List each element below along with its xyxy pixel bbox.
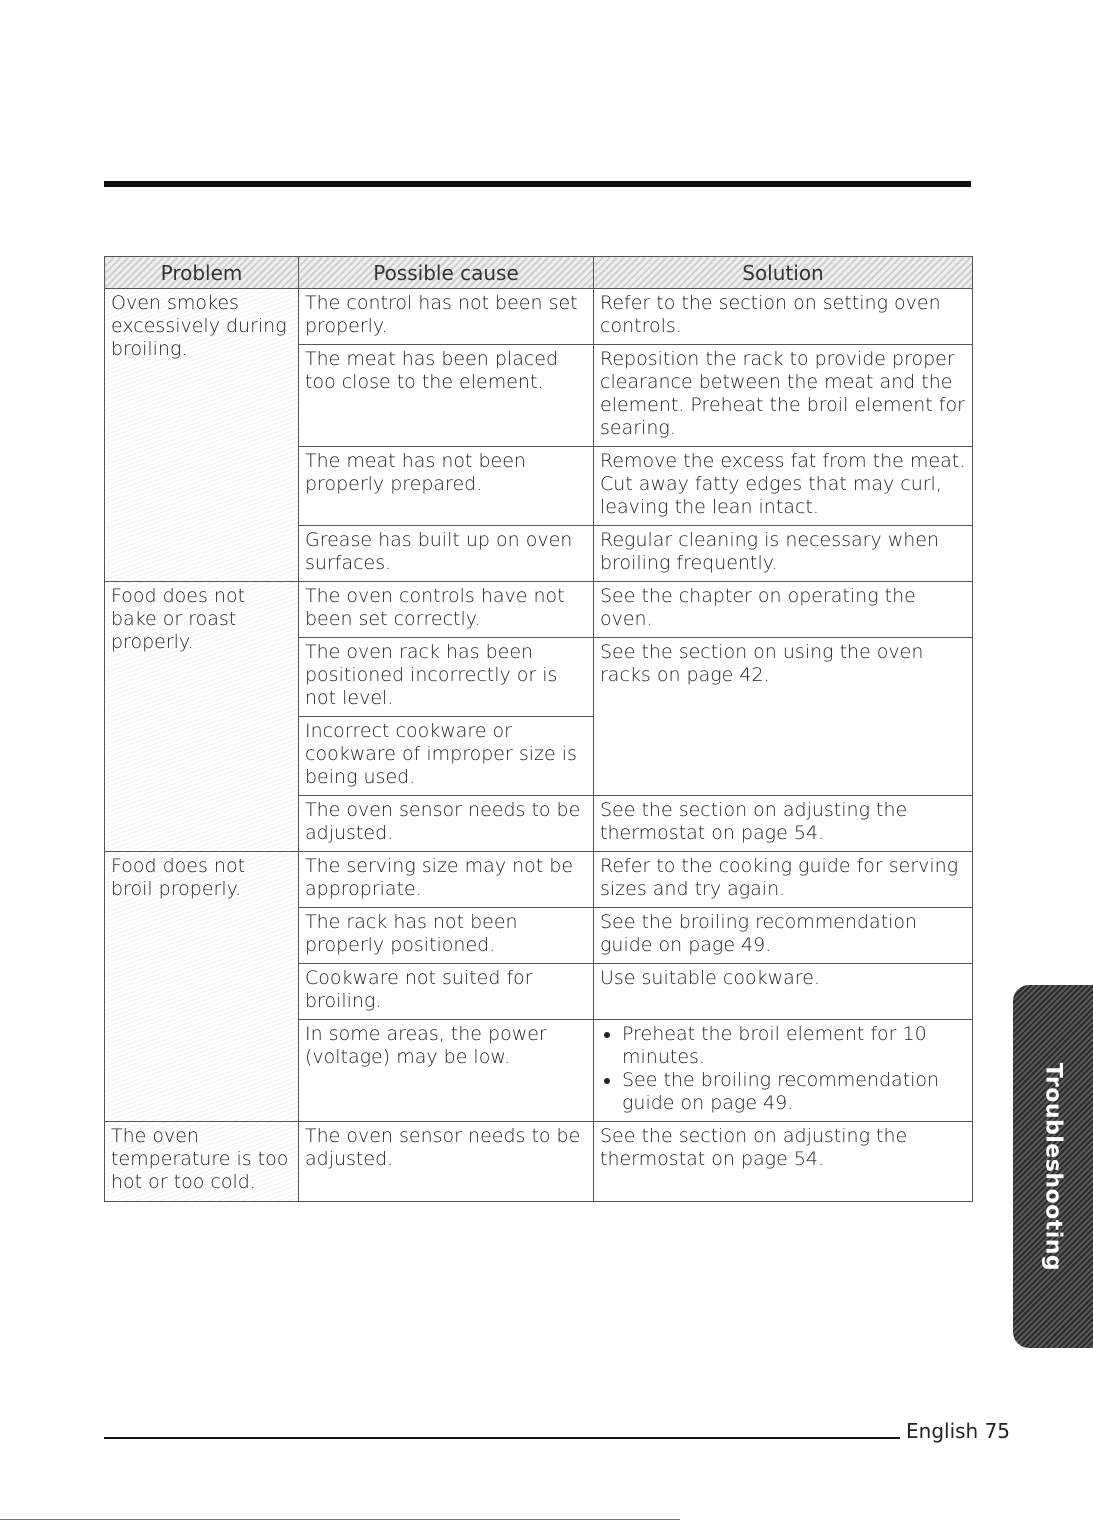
cause-cell: The serving size may not be appropriate. xyxy=(299,852,594,908)
cause-cell: Grease has built up on oven surfaces. xyxy=(299,526,594,582)
problem-cell: Oven smokes excessively during broiling. xyxy=(105,289,299,582)
table-row xyxy=(105,582,973,638)
table-row xyxy=(105,852,973,908)
solution-bullet: • Preheat the broil element for 10 minutes. xyxy=(622,1023,966,1069)
cause-cell: Cookware not suited for broiling. xyxy=(299,964,594,1020)
cause-cell: In some areas, the power (voltage) may be low. xyxy=(299,1020,594,1122)
header-rule xyxy=(104,181,971,187)
cause-cell: The oven sensor needs to be adjusted. xyxy=(299,1122,594,1202)
cause-cell: The meat has not been properly prepared. xyxy=(299,447,594,526)
bottom-edge-rule xyxy=(0,1519,680,1520)
problem-cell: Food does not bake or roast properly. xyxy=(105,582,299,852)
solution-cell: Refer to the section on setting oven controls. xyxy=(594,289,973,345)
header-possible-cause: Possible cause xyxy=(299,257,594,289)
problem-cell: The oven temperature is too hot or too cold. xyxy=(105,1122,299,1202)
section-side-tab xyxy=(1013,985,1093,1348)
solution-bullet-list xyxy=(600,1023,966,1115)
cause-cell: The oven rack has been positioned incorrectly or is not level. xyxy=(299,638,594,717)
cause-cell: The meat has been placed too close to the element. xyxy=(299,345,594,447)
table-row xyxy=(105,289,973,345)
cause-cell: The rack has not been properly positioned. xyxy=(299,908,594,964)
solution-cell: See the broiling recommendation guide on page 49. xyxy=(594,908,973,964)
header-problem: Problem xyxy=(105,257,299,289)
solution-cell xyxy=(594,1020,973,1122)
solution-cell: See the section on adjusting the thermostat on page 54. xyxy=(594,1122,973,1202)
cause-cell: The oven sensor needs to be adjusted. xyxy=(299,796,594,852)
solution-cell: See the chapter on operating the oven. xyxy=(594,582,973,638)
solution-cell: Use suitable cookware. xyxy=(594,964,973,1020)
cause-cell: The oven controls have not been set correctly. xyxy=(299,582,594,638)
footer-rule xyxy=(104,1437,900,1439)
solution-cell: See the section on using the oven racks on page 42. xyxy=(594,638,973,796)
table-header-row xyxy=(105,257,973,289)
troubleshooting-table xyxy=(104,256,973,1202)
table-row xyxy=(105,1122,973,1202)
solution-cell: Remove the excess fat from the meat. Cut away fatty edges that may curl, leaving the lean intact. xyxy=(594,447,973,526)
page-footer: English 75 xyxy=(906,1419,1011,1443)
problem-cell: Food does not broil properly. xyxy=(105,852,299,1122)
header-solution: Solution xyxy=(594,257,973,289)
cause-cell: Incorrect cookware or cookware of improper size is being used. xyxy=(299,717,594,796)
solution-cell: See the section on adjusting the thermostat on page 54. xyxy=(594,796,973,852)
solution-cell: Regular cleaning is necessary when broiling frequently. xyxy=(594,526,973,582)
cause-cell: The control has not been set properly. xyxy=(299,289,594,345)
solution-cell: Reposition the rack to provide proper clearance between the meat and the element. Preheat the broil element for searing. xyxy=(594,345,973,447)
solution-bullet: • See the broiling recommendation guide on page 49. xyxy=(622,1069,966,1115)
solution-cell: Refer to the cooking guide for serving sizes and try again. xyxy=(594,852,973,908)
side-tab-label: Troubleshooting xyxy=(1040,1062,1066,1271)
